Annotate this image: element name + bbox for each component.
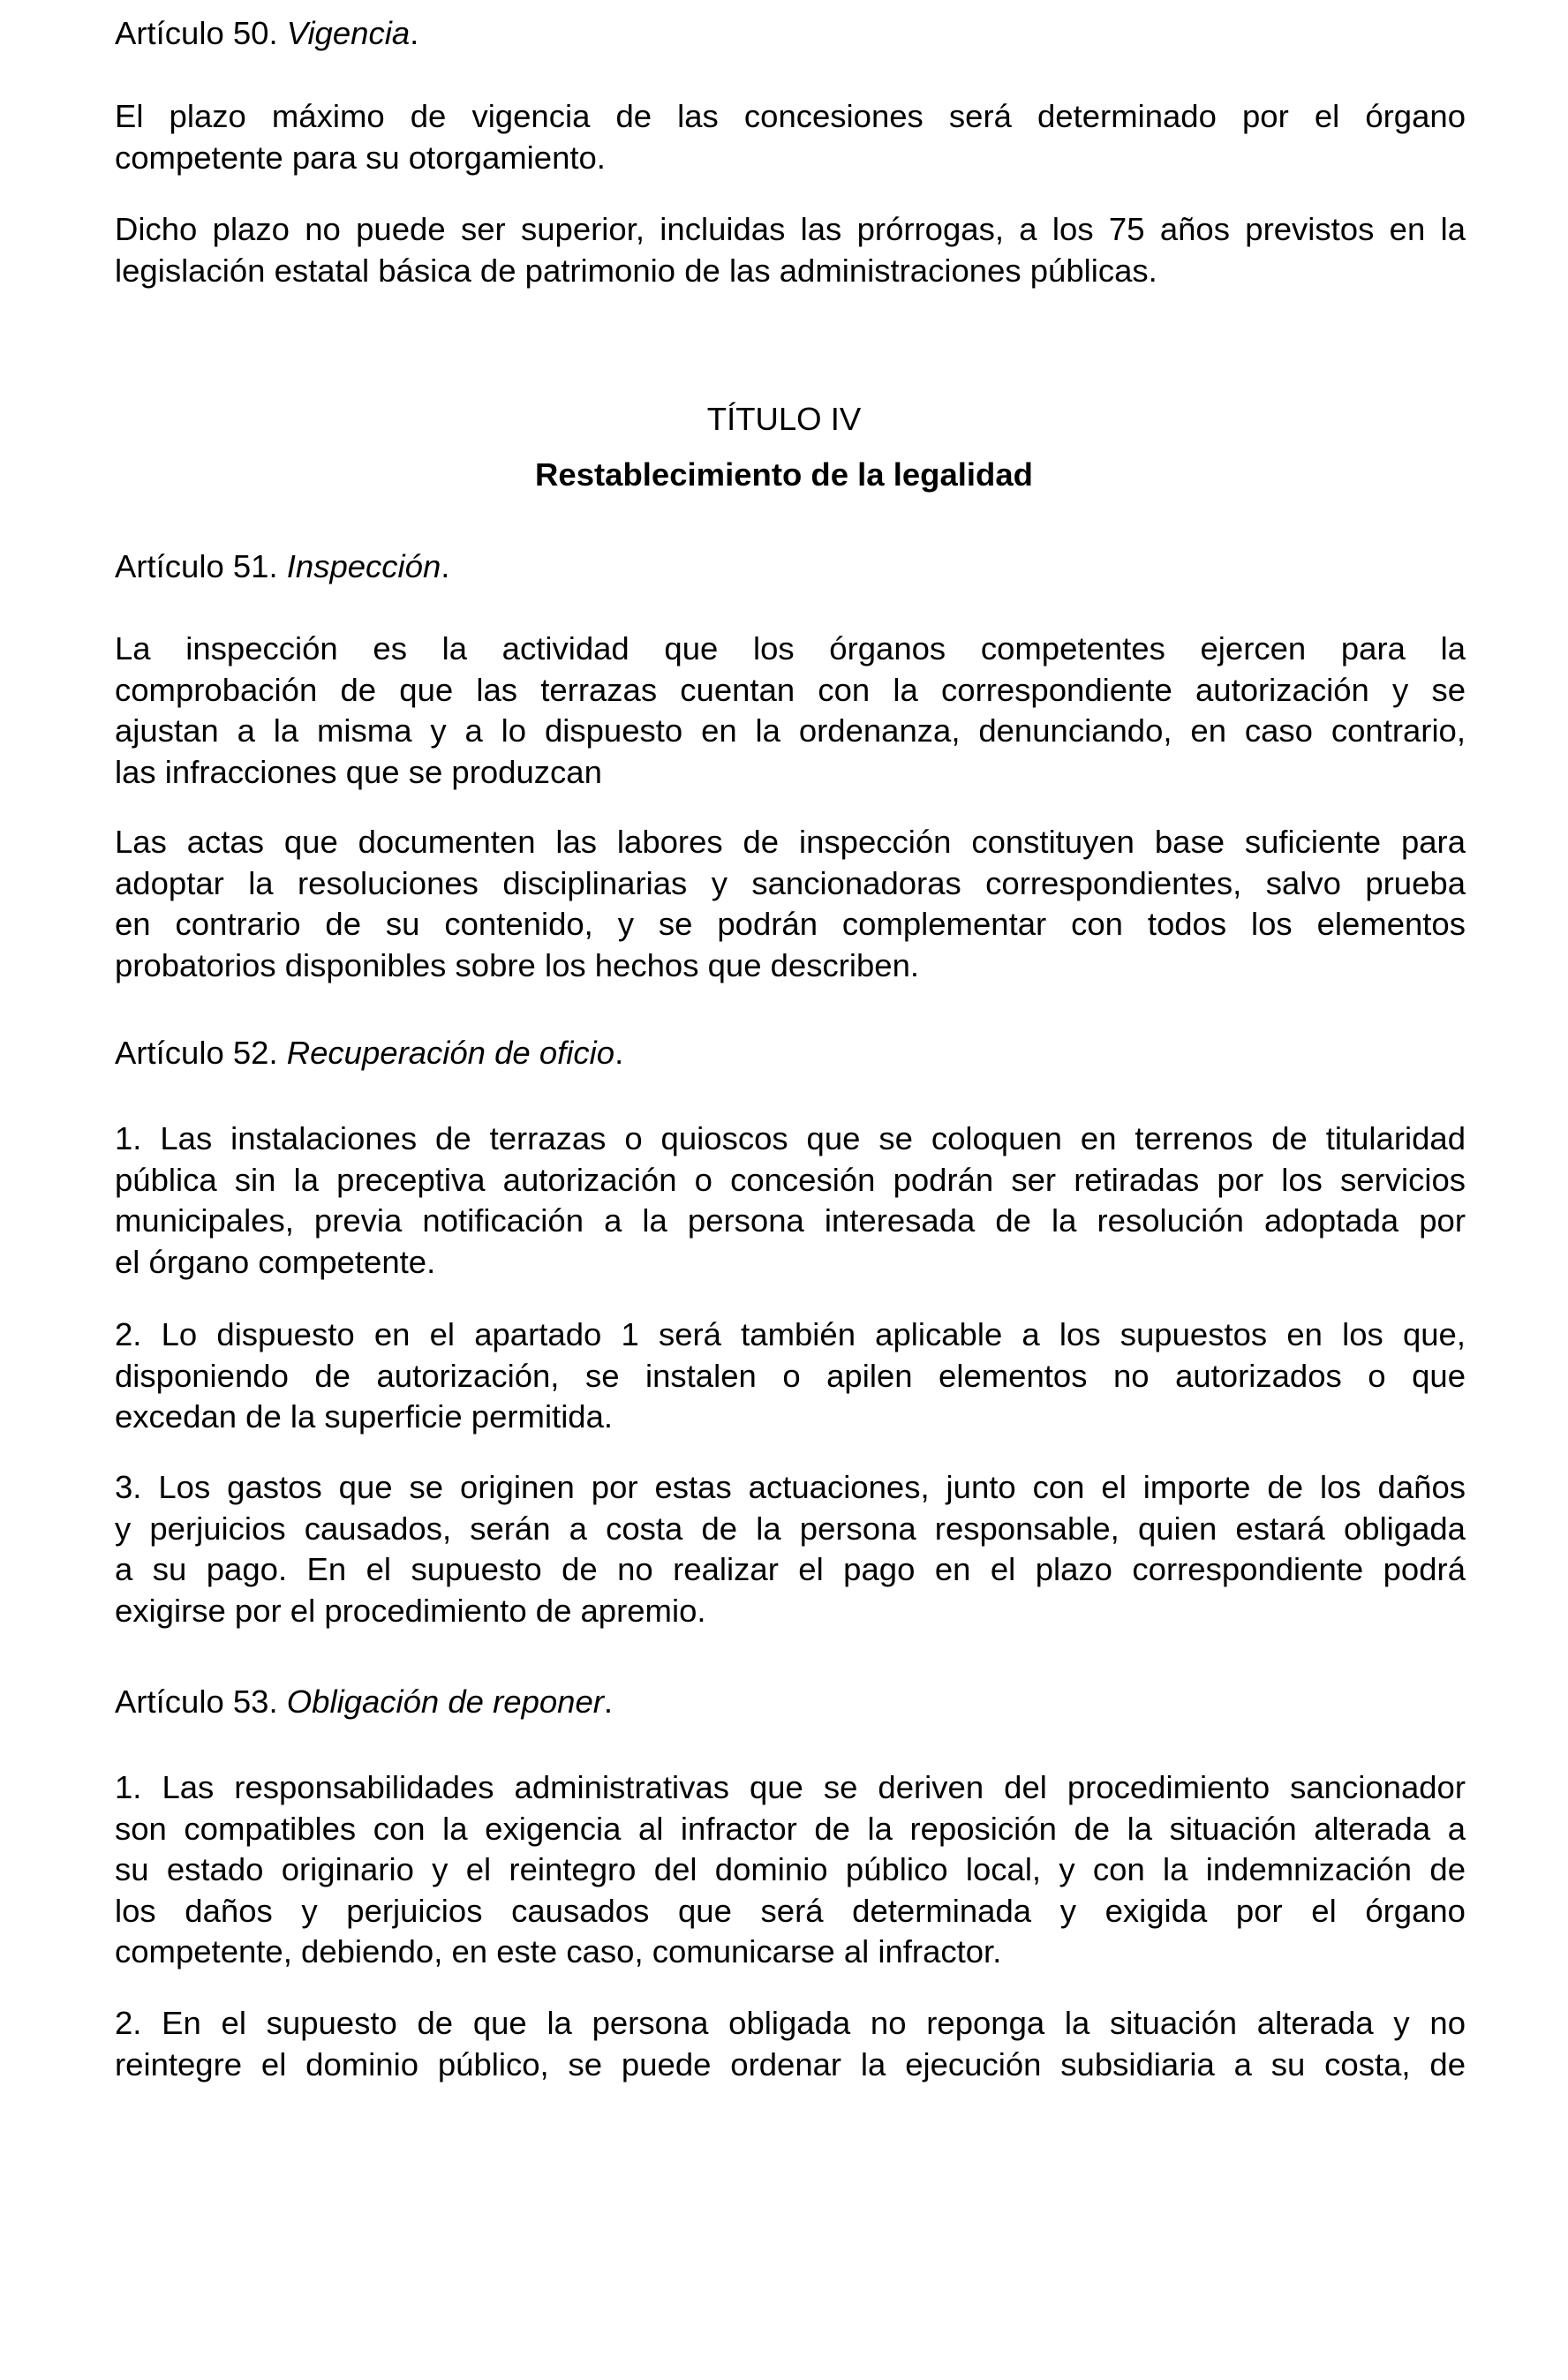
article-53-heading xyxy=(115,1682,1466,1723)
title-name: Restablecimiento de la legalidad xyxy=(535,456,1033,493)
title-number: TÍTULO IV xyxy=(706,401,862,437)
paragraph-line: legislación estatal básica de patrimonio de las administraciones públicas. xyxy=(115,252,1157,289)
paragraph-line: su estado originario y el reintegro del dominio público local, y con la indemnización de xyxy=(115,1851,1466,1887)
article-title: Vigencia xyxy=(286,15,411,51)
paragraph-line: La inspección es la actividad que los órganos competentes ejercen para la xyxy=(115,630,1466,667)
article-label: Artículo 52. xyxy=(115,1035,287,1071)
paragraph-line: ajustan a la misma y a lo dispuesto en la ordenanza, denunciando, en caso contrario, xyxy=(115,712,1466,749)
article-end: . xyxy=(603,1683,614,1720)
paragraph-line: competente para su otorgamiento. xyxy=(115,139,606,176)
paragraph-line: el órgano competente. xyxy=(115,1243,436,1280)
paragraph-line: 3. Los gastos que se originen por estas actuaciones, junto con el importe de los daños xyxy=(115,1469,1466,1505)
paragraph xyxy=(115,1467,1466,1631)
article-50-heading xyxy=(115,13,1466,55)
paragraph xyxy=(115,1118,1466,1283)
paragraph-line: excedan de la superficie permitida. xyxy=(115,1398,614,1435)
article-end: . xyxy=(410,15,419,51)
paragraph-line: adoptar la resoluciones disciplinarias y sancionadoras correspondientes, salvo prueba xyxy=(115,864,1466,901)
paragraph-line: 1. Las instalaciones de terrazas o quioscos que se coloquen en terrenos de titularidad xyxy=(115,1120,1466,1156)
paragraph-line: 2. Lo dispuesto en el apartado 1 será también aplicable a los supuestos en los que, xyxy=(115,1316,1466,1352)
paragraph xyxy=(115,822,1466,986)
paragraph-line: comprobación de que las terrazas cuentan con la correspondiente autorización y se xyxy=(115,671,1466,708)
paragraph xyxy=(115,1767,1466,1973)
paragraph-line: en contrario de su contenido, y se podrán complementar con todos los elementos xyxy=(115,906,1466,942)
paragraph-line: los daños y perjuicios causados que será determinada y exigida por el órgano xyxy=(115,1892,1466,1929)
article-label: Artículo 51. xyxy=(115,548,287,584)
paragraph-line: Las actas que documenten las labores de inspección constituyen base suficiente para xyxy=(115,824,1466,860)
article-label: Artículo 50. xyxy=(115,15,287,51)
paragraph-line: a su pago. En el supuesto de no realizar el pago en el plazo correspondiente podrá xyxy=(115,1551,1466,1587)
paragraph-line: son compatibles con la exigencia al infractor de la reposición de la situación alterada a xyxy=(115,1810,1466,1847)
paragraph-line: probatorios disponibles sobre los hechos que describen. xyxy=(115,946,920,983)
article-title: Recuperación de oficio xyxy=(286,1035,615,1071)
paragraph-line: las infracciones que se produzcan xyxy=(115,753,602,790)
article-title: Inspección xyxy=(286,548,441,584)
paragraph-line: reintegre el dominio público, se puede ordenar la ejecución subsidiaria a su costa, de xyxy=(115,2045,1466,2082)
paragraph-line: Dicho plazo no puede ser superior, incluidas las prórrogas, a los 75 años previstos en la xyxy=(115,211,1466,247)
paragraph xyxy=(115,2003,1466,2085)
article-end: . xyxy=(614,1035,624,1071)
paragraph xyxy=(115,629,1466,793)
paragraph-line: pública sin la preceptiva autorización o concesión podrán ser retiradas por los servicios xyxy=(115,1161,1466,1198)
article-label: Artículo 53. xyxy=(115,1683,287,1720)
article-51-heading xyxy=(115,546,1466,588)
paragraph xyxy=(115,96,1466,178)
article-end: . xyxy=(441,548,450,584)
paragraph-line: 2. En el supuesto de que la persona obligada no reponga la situación alterada y no xyxy=(115,2005,1466,2041)
paragraph-line: municipales, previa notificación a la persona interesada de la resolución adoptada por xyxy=(115,1202,1466,1239)
paragraph-line: 1. Las responsabilidades administrativas que se deriven del procedimiento sancionador xyxy=(115,1769,1466,1805)
paragraph-line: El plazo máximo de vigencia de las concesiones será determinado por el órgano xyxy=(115,98,1466,134)
paragraph-line: y perjuicios causados, serán a costa de la persona responsable, quien estará obligada xyxy=(115,1510,1466,1547)
paragraph xyxy=(115,1314,1466,1438)
paragraph-line: competente, debiendo, en este caso, comunicarse al infractor. xyxy=(115,1933,1002,1970)
article-title: Obligación de reponer xyxy=(286,1683,604,1720)
paragraph-line: disponiendo de autorización, se instalen o apilen elementos no autorizados o que xyxy=(115,1357,1466,1394)
article-52-heading xyxy=(115,1033,1466,1074)
paragraph xyxy=(115,209,1466,291)
paragraph-line: exigirse por el procedimiento de apremio. xyxy=(115,1592,706,1629)
